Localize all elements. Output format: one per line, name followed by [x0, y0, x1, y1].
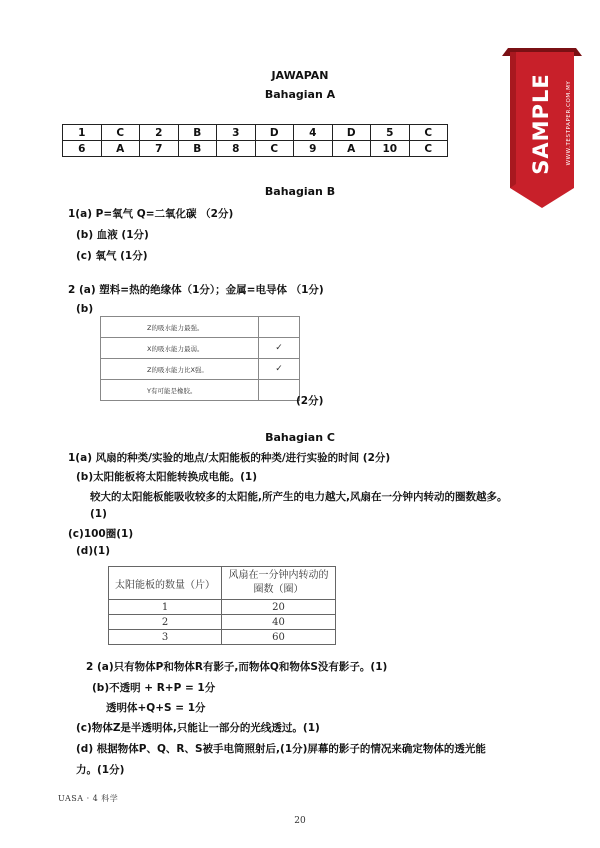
answer-c-1a: 1(a) 风扇的种类/实验的地点/太阳能板的种类/进行实验的时间 (2分): [68, 452, 391, 464]
answer-letter: D: [332, 125, 371, 141]
section-c-title: Bahagian C: [265, 431, 335, 444]
answer-letter: B: [178, 125, 217, 141]
answer-c-1b-line3: (1): [90, 508, 107, 520]
statement-cell: Y有可能是橡胶。: [101, 380, 259, 401]
question-number: 8: [217, 141, 256, 157]
page-title: JAWAPAN: [271, 69, 329, 82]
answer-letter: B: [178, 141, 217, 157]
question-number: 9: [294, 141, 333, 157]
table-header-row: [109, 567, 336, 600]
question-number: 5: [371, 125, 410, 141]
answer-c-2a: 2 (a)只有物体P和物体R有影子,而物体Q和物体S没有影子。(1): [86, 661, 388, 673]
table-row: [63, 125, 448, 141]
answer-letter: A: [101, 141, 140, 157]
answer-letter: C: [409, 141, 448, 157]
answer-letter: C: [255, 141, 294, 157]
question-number: 4: [294, 125, 333, 141]
answer-table-b: [100, 316, 300, 401]
ribbon-text-area: [512, 60, 572, 186]
question-number: 6: [63, 141, 102, 157]
question-number: 3: [217, 125, 256, 141]
answer-letter: D: [255, 125, 294, 141]
statement-cell: Z的吸水能力最强。: [101, 317, 259, 338]
column-header-panels: 太阳能板的数量（片）: [109, 567, 222, 600]
answer-c-1d: (d)(1): [76, 545, 111, 557]
answer-table-c: [108, 566, 336, 645]
rotation-count-cell: 20: [222, 600, 336, 615]
ribbon-site-text: WWW.TESTPAPER.COM.MY: [566, 80, 572, 166]
column-header-rotations: [222, 567, 336, 600]
table-row: [101, 359, 300, 380]
question-number: 2: [140, 125, 179, 141]
answer-c-1b-line2: 较大的太阳能板能吸收较多的太阳能,所产生的电力越大,风扇在一分钟内转动的圈数越多。: [90, 491, 508, 503]
answer-c-2d-line1: (d) 根据物体P、Q、R、S被手电筒照射后,(1分)屏幕的影子的情况来确定物体的透光能: [76, 743, 486, 755]
table-b-score: (2分): [296, 395, 324, 407]
rotation-count-cell: 40: [222, 615, 336, 630]
section-b-title: Bahagian B: [264, 185, 336, 198]
ribbon-sample-text: SAMPLE: [529, 73, 553, 175]
answer-b-2b: (b): [76, 303, 94, 315]
footer-label: UASA · 4 科学: [58, 794, 119, 803]
check-cell: [259, 380, 300, 401]
table-row: [63, 141, 448, 157]
question-number: 1: [63, 125, 102, 141]
check-cell: ✓: [259, 359, 300, 380]
header-line-1: 风扇在一分钟内转动的: [228, 570, 329, 581]
table-row: [109, 615, 336, 630]
sample-ribbon: [502, 48, 582, 208]
answer-c-2c: (c)物体Z是半透明体,只能让一部分的光线透过。(1): [76, 722, 320, 734]
check-cell: [259, 317, 300, 338]
check-cell: ✓: [259, 338, 300, 359]
answer-letter: C: [101, 125, 140, 141]
rotation-count-cell: 60: [222, 630, 336, 645]
panel-count-cell: 1: [109, 600, 222, 615]
question-number: 10: [371, 141, 410, 157]
header-line-2: 圈数（圈）: [253, 584, 304, 595]
table-row: [101, 317, 300, 338]
table-row: [101, 338, 300, 359]
answer-table-a: [62, 124, 448, 157]
table-row: [109, 630, 336, 645]
answer-b-2a: 2 (a) 塑料=热的绝缘体（1分）；金属=电导体 （1分): [68, 284, 324, 296]
page-number: 20: [294, 816, 306, 826]
answer-c-1b-line1: (b)太阳能板将太阳能转换成电能。(1): [76, 471, 258, 483]
answer-c-2b-line2: 透明体+Q+S = 1分: [106, 702, 206, 714]
panel-count-cell: 2: [109, 615, 222, 630]
answer-b-1a: 1(a) P=氧气 Q=二氧化碳 （2分): [68, 208, 234, 220]
table-row: [109, 600, 336, 615]
answer-b-1c: (c) 氧气 (1分): [76, 250, 148, 262]
statement-cell: Z的吸水能力比X强。: [101, 359, 259, 380]
section-a-title: Bahagian A: [264, 88, 336, 101]
question-number: 7: [140, 141, 179, 157]
answer-c-2d-line2: 力。(1分): [76, 764, 125, 776]
answer-letter: C: [409, 125, 448, 141]
answer-letter: A: [332, 141, 371, 157]
panel-count-cell: 3: [109, 630, 222, 645]
answer-c-2b-line1: (b)不透明 + R+P = 1分: [92, 682, 216, 694]
answer-c-1c: (c)100圈(1): [68, 528, 134, 540]
statement-cell: X的吸水能力最弱。: [101, 338, 259, 359]
answer-b-1b: (b) 血液 (1分): [76, 229, 149, 241]
table-row: [101, 380, 300, 401]
